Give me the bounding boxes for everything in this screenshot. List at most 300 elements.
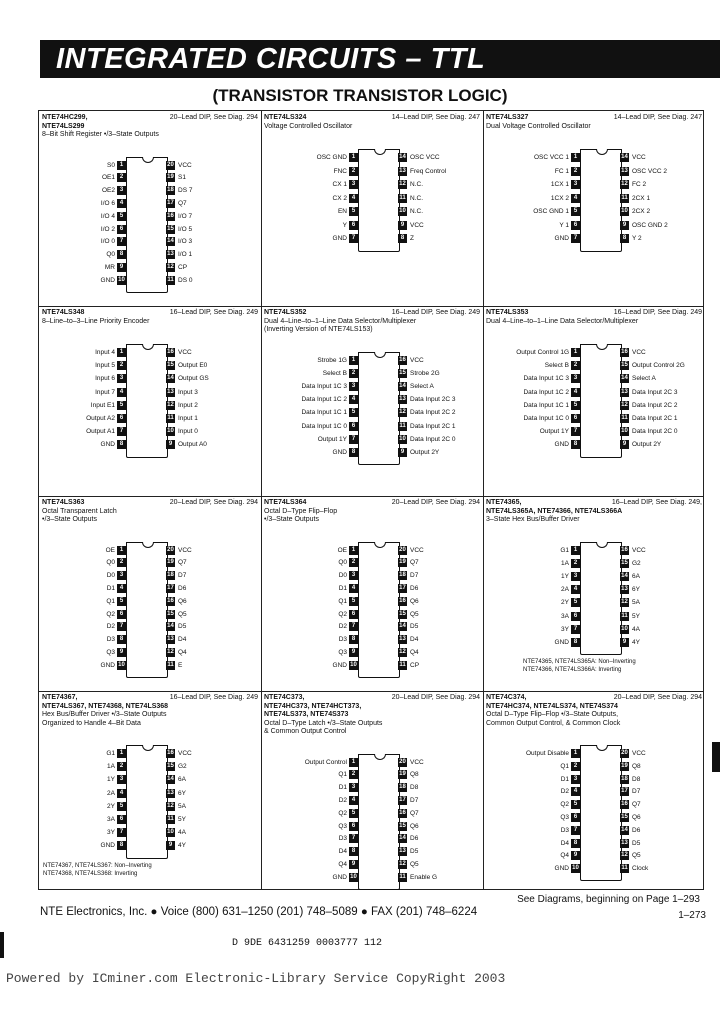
pin-label: G2 [178,763,187,771]
pin-label: Q3 [338,822,347,830]
pin-label: D5 [178,623,187,631]
pin-label: 4A [632,625,640,633]
pin-label: Output A2 [86,415,115,422]
device-description: Dual Voltage Controlled Oscillator [486,122,591,130]
part-number: NTE74C373, [264,694,305,701]
pin1-notch [374,542,386,548]
pin-label: D0 [338,572,347,580]
device-header [264,309,480,335]
pin-number: 7 [571,826,580,835]
device-description: Hex Bus/Buffer Driver •/3–State Outputs [42,711,167,718]
pin-number: 9 [117,648,126,657]
pin-label: D8 [410,784,419,792]
device-header [264,499,480,525]
pin-label: I/O 5 [178,225,193,233]
device-header [486,114,702,131]
pin-label: 4Y [178,842,186,850]
device-note: NTE74365, NTE74LS365A: Non–Inverting [523,659,636,666]
pin-label: Output A1 [86,428,115,436]
pin-number: 9 [398,448,407,457]
part-number: NTE74LS353 [486,309,529,316]
pin-number: 15 [167,362,174,369]
part-number: NTE74LS324 [264,114,307,121]
pin-number: 14 [167,623,174,630]
pin-label: Q5 [410,860,419,868]
pin-number: 2 [349,558,358,567]
part-number-extra: NTE74HC373, NTE74HCT373, [264,702,362,710]
device-note: NTE74368, NTE74LS368: Inverting [43,870,138,877]
pin-label: Input 0 [178,428,198,436]
pin-number: 2 [117,361,126,370]
pin-label: Q2 [338,809,347,817]
pin1-notch [374,149,386,155]
pin-number: 12 [399,181,406,187]
pin-number: 4 [349,584,358,593]
pin-label: Q8 [632,762,641,770]
pin-number: 16 [167,212,174,219]
pin-label: D1 [338,584,347,592]
pin-number: 14 [167,238,174,245]
pin-number: 1 [349,153,358,162]
pin1-notch [596,344,608,350]
pin-label: 6Y [178,789,186,797]
pin-number: 15 [167,763,174,770]
pin-number: 14 [621,375,628,382]
device-cell [39,306,261,496]
pin-number: 19 [621,762,628,769]
pin-label: G1 [560,546,569,554]
pin-label: Data Input 1C 0 [523,415,569,422]
pin-number: 2 [571,559,580,568]
package-info: 20–Lead DIP, See Diag. 294 [391,499,480,506]
pin-number: 8 [398,234,407,243]
pin-label: GND [554,865,569,873]
pin-label: 6A [632,572,640,580]
pin-number: 5 [571,401,580,410]
part-number: NTE74LS327 [486,114,529,121]
pin-label: Data Input 1C 0 [301,422,347,430]
barcode-text: D 9DE 6431259 0003777 112 [232,938,383,949]
pin-number: 1 [117,749,126,758]
pin-label: Q1 [560,762,569,770]
pin-number: 14 [167,776,174,783]
device-description: (Inverting Version of NTE74LS153) [264,326,373,333]
device-description: •/3–State Outputs [264,516,319,523]
device-description: & Common Output Control [264,728,347,735]
pin-number: 16 [399,356,406,363]
pin-label: Q0 [338,559,347,567]
pin-label: D3 [560,826,569,834]
page-subtitle: (TRANSISTOR TRANSISTOR LOGIC) [212,86,508,105]
pin-number: 2 [349,770,358,779]
pin-label: GND [554,235,569,242]
pin-label: Output E0 [178,362,208,370]
device-description: •/3–State Outputs [42,516,97,523]
pin-label: Q4 [560,852,569,860]
pin-number: 9 [166,841,175,850]
pin-number: 8 [571,440,580,449]
pin-number: 11 [167,276,174,283]
ic-package [126,542,168,678]
ic-package [580,542,622,656]
device-cell [39,691,261,891]
pin-label: D3 [106,636,115,644]
device-note: NTE74367, NTE74LS367: Non–Inverting [43,862,152,869]
pin-label: Data Input 2C 1 [410,422,456,430]
ic-package [126,745,168,859]
pin-label: DS 7 [178,187,193,195]
pin-number: 15 [621,814,628,820]
pin-number: 16 [167,349,174,355]
pin-number: 7 [117,237,126,246]
package-info: 14–Lead DIP, See Diag. 247 [391,114,480,121]
pin-number: 5 [117,212,126,221]
pin-number: 8 [571,839,580,848]
pin-label: Data Input 1C 1 [301,409,347,417]
pin-label: 2A [561,586,569,594]
pin-label: I/O 0 [100,238,115,246]
pin-label: D2 [338,623,347,631]
pin-label: D1 [106,584,115,592]
device-grid [38,110,704,890]
pin-label: DS 0 [178,276,193,284]
pin-label: CX 1 [332,181,347,188]
pin-label: I/O 3 [178,238,193,246]
device-description: 8–Bit Shift Register •/3–State Outputs [42,131,159,138]
pin-number: 12 [399,648,406,655]
pin-number: 12 [167,648,174,655]
pin-number: 10 [118,661,125,668]
part-number: NTE74LS352 [264,309,307,316]
pin-number: 9 [620,638,629,647]
pin-label: Z [410,235,414,242]
pin-number: 9 [571,851,580,860]
device-cell [483,691,705,891]
device-description: 8–Line–to–3–Line Priority Encoder [42,317,150,325]
ic-package [580,745,622,881]
pin-label: D1 [338,784,347,792]
pin-label: GND [332,873,347,881]
pin-label: Output Disable [526,750,569,757]
pin-label: Q6 [632,814,641,821]
pin-number: 8 [349,448,358,457]
pin-label: Input 2 [178,401,198,409]
pin-number: 15 [399,610,406,617]
pin1-notch [596,542,608,548]
pin-number: 13 [621,586,628,593]
pin-label: OE1 [101,174,115,182]
pin-number: 5 [349,809,358,818]
pin-number: 2 [117,558,126,567]
pin-number: 8 [117,440,126,449]
pin-number: 5 [349,207,358,216]
pin-label: Q7 [632,801,641,809]
ic-package [580,149,622,252]
pin-label: G2 [632,559,641,567]
pin-label: 1A [107,763,115,771]
pin-number: 19 [399,771,406,778]
pin-number: 1 [117,161,126,170]
pin-number: 4 [349,194,358,203]
pin-label: 6A [178,776,186,784]
pin-label: FC 2 [632,181,647,188]
device-cell [483,496,705,691]
pin-number: 11 [621,194,628,201]
pin-label: Freq Control [410,167,447,175]
pin-label: Input 1 [178,415,198,422]
pin-number: 15 [167,610,174,617]
pin-number: 7 [571,625,580,634]
pin-label: 1CX 1 [550,181,569,188]
pin-label: MR [104,263,115,271]
pin-label: CP [410,661,420,669]
pin-number: 9 [398,221,407,230]
pin-number: 13 [621,388,628,395]
pin-number: 2 [117,762,126,771]
pin-label: D7 [632,788,641,796]
pin-label: I/O 4 [100,212,115,220]
pin-label: D5 [410,623,419,631]
pin-label: D2 [338,796,347,804]
pin-number: 6 [349,422,358,431]
device-header [264,114,480,131]
pin-number: 6 [349,610,358,619]
part-number-extra: NTE74LS365A, NTE74366, NTE74LS366A [486,507,623,515]
pin-label: 5A [632,599,640,607]
pin-number: 9 [166,440,175,449]
pin-number: 2 [349,369,358,378]
pin-number: 2 [571,361,580,370]
pin-label: 1CX 2 [550,194,569,202]
pin-number: 14 [399,154,406,160]
pin-number: 6 [571,221,580,230]
pin-number: 2 [571,762,580,771]
pin-label: Enable G [410,873,438,881]
pin-label: Q3 [106,648,115,656]
pin-label: D2 [106,623,115,631]
pin-label: Input 5 [95,362,115,370]
ic-package [358,754,400,890]
pin-number: 1 [571,546,580,555]
package-info: 20–Lead DIP, See Diag. 294 [613,694,702,701]
pin-label: VCC [410,758,424,766]
pin-label: Output 2Y [632,441,662,449]
pin-label: D5 [632,839,641,847]
pin-label: Output A0 [178,441,207,449]
pin-label: Q1 [338,597,347,605]
pin-number: 19 [399,559,406,566]
pin-label: VCC [632,750,646,757]
pin-label: 2Y [107,802,115,810]
pin-label: Data Input 2C 3 [632,388,678,396]
pin-label: Q6 [178,597,187,605]
pin-label: GND [332,661,347,669]
pin-label: 5Y [178,816,186,823]
pin-number: 12 [167,802,174,809]
pin-number: 14 [621,154,628,160]
device-cell [261,111,483,306]
pin-label: Data Input 2C 0 [410,435,456,443]
pin-number: 11 [621,865,628,872]
pin1-notch [142,344,154,350]
pin-label: N.C. [410,194,423,202]
pin-number: 11 [167,661,174,668]
pin-label: I/O 6 [100,199,115,207]
device-description: Octal D–Type Flip–Flop [264,507,338,515]
pin-label: OE2 [101,187,115,195]
pin-label: Q0 [106,559,115,567]
pin-number: 5 [571,207,580,216]
pin-number: 18 [167,187,174,194]
package-info: 14–Lead DIP, See Diag. 247 [613,114,702,121]
pin1-notch [374,352,386,358]
see-diagrams-note: See Diagrams, beginning on Page 1–293 [517,894,700,905]
pin-number: 11 [399,661,406,668]
pin-label: GND [100,441,115,449]
pin-number: 17 [621,788,628,795]
pin-number: 2 [349,167,358,176]
pin-label: Input E1 [90,401,115,409]
pin-number: 10 [621,625,628,632]
pin-number: 15 [399,822,406,829]
package-info: 20–Lead DIP, See Diag. 294 [169,499,258,506]
device-description: Octal D–Type Flip–Flop •/3–State Outputs, [486,711,619,718]
pin-label: Data Input 2C 2 [632,401,678,409]
pin-label: Q2 [560,801,569,809]
device-cell [483,306,705,496]
pin-number: 2 [117,173,126,182]
pin-number: 11 [621,612,628,619]
powered-by-line: Powered by ICminer.com Electronic-Library Service CopyRight 2003 [6,971,506,986]
pin-label: Clock [632,865,649,873]
pin-number: 3 [349,783,358,792]
pin-label: D4 [338,848,347,856]
pin-label: Input 7 [95,388,115,396]
pin-label: Data Input 1C 2 [523,388,569,396]
pin-label: 4A [178,829,186,837]
pin-number: 7 [117,622,126,631]
pin-number: 16 [621,801,628,808]
pin-number: 3 [571,572,580,581]
pin-label: Output Control [304,758,347,766]
pin-label: Q1 [106,597,115,605]
pin-label: 1Y [107,776,115,784]
pin-number: 13 [399,636,406,643]
pin-label: OE [105,546,115,554]
pin-number: 5 [117,597,126,606]
pin-number: 3 [117,186,126,195]
pin-number: 13 [399,167,406,174]
part-number-extra: NTE74LS367, NTE74368, NTE74LS368 [42,702,169,710]
pin-number: 3 [117,374,126,383]
pin-number: 10 [118,276,125,283]
pin-label: D3 [338,636,347,644]
pin-number: 8 [349,847,358,856]
pin-label: G1 [106,750,115,757]
pin-number: 5 [349,597,358,606]
pin-number: 17 [167,199,174,206]
pin-label: GND [100,842,115,850]
device-header [42,499,258,525]
pin-number: 6 [117,815,126,824]
pin-label: OSC VCC 2 [632,167,668,175]
pin-label: VCC [410,546,424,554]
pin-number: 6 [117,414,126,423]
pin-label: 3Y [561,625,569,633]
device-note: NTE74366, NTE74LS366A: Inverting [523,667,622,674]
pin-number: 5 [117,802,126,811]
pin-number: 11 [399,873,406,880]
pin-number: 17 [167,584,174,591]
pin-label: GND [332,448,347,456]
pin-label: OE [337,546,347,554]
device-header [486,309,702,326]
pin-label: Select A [632,375,656,383]
pin-number: 1 [571,749,580,758]
pin-label: GND [554,441,569,449]
pin-label: D7 [178,572,187,580]
pin-number: 4 [117,199,126,208]
pin-number: 7 [349,622,358,631]
pin-label: Q6 [410,822,419,830]
pin-label: GND [100,276,115,284]
pin-label: D4 [560,839,569,847]
pin-label: CX 2 [332,194,347,202]
right-edge-tab [712,742,720,772]
pin-number: 10 [167,428,174,435]
pin-label: I/O 2 [100,225,115,233]
device-cell [261,306,483,496]
pin-label: CP [178,263,188,271]
pin-label: Data Input 1C 3 [301,382,347,390]
package-info: 20–Lead DIP, See Diag. 294 [169,114,258,121]
part-number: NTE74LS364 [264,499,307,506]
pin-number: 8 [620,234,629,243]
pin-label: D6 [410,835,419,843]
pin-number: 18 [621,775,628,782]
pin-number: 3 [349,571,358,580]
pin-label: 3A [561,612,569,620]
pin-label: 6Y [632,586,640,594]
device-header [486,694,702,728]
pin-number: 13 [167,251,174,258]
pin-number: 16 [621,349,628,355]
pin-label: OSC GND 2 [632,221,668,229]
pin-number: 7 [349,834,358,843]
package-info: 16–Lead DIP, See Diag. 249 [613,309,702,316]
pin-number: 1 [349,546,358,555]
pin1-notch [142,745,154,751]
pin-number: 16 [399,597,406,604]
pin-number: 19 [167,174,174,181]
part-number: NTE74LS348 [42,309,85,316]
pin-number: 16 [621,546,628,553]
pin-label: D5 [410,848,419,856]
pin-number: 16 [399,809,406,816]
pin-number: 13 [167,388,174,395]
pin-label: OSC VCC [410,154,440,161]
part-number-extra: NTE74LS299 [42,122,85,130]
device-cell [39,111,261,306]
pin-label: 5A [178,802,186,810]
pin-number: 10 [350,661,357,668]
device-cell [39,496,261,691]
pin-label: I/O 1 [178,251,193,259]
pin-number: 6 [117,225,126,234]
pin-label: D1 [560,775,569,783]
pin-number: 5 [571,800,580,809]
device-description: Dual 4–Line–to–1–Line Data Selector/Multiplexer [486,317,639,325]
